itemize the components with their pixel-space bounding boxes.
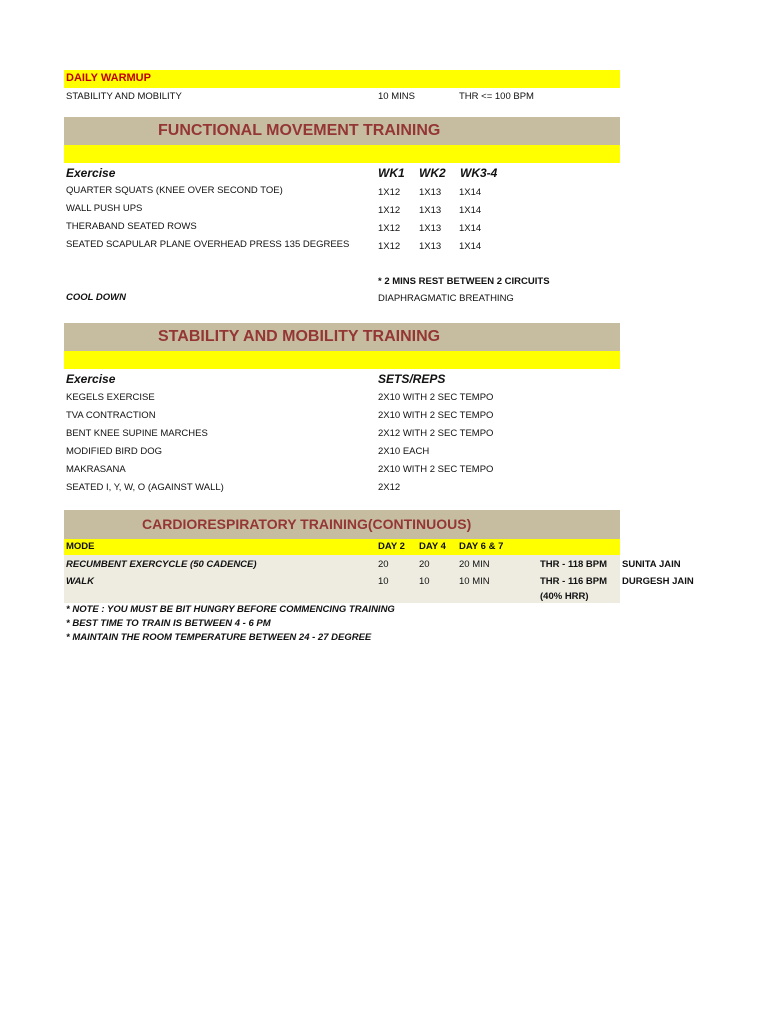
functional-row-wk1: 1X12 bbox=[378, 187, 401, 198]
functional-row-wk2: 1X13 bbox=[419, 205, 442, 216]
cardio-row-day4: 10 bbox=[419, 576, 430, 587]
cardio-row-person: DURGESH JAIN bbox=[622, 576, 694, 587]
warmup-title: DAILY WARMUP bbox=[66, 72, 151, 84]
cardio-header-day67: DAY 6 & 7 bbox=[459, 541, 504, 552]
cardio-title: CARDIORESPIRATORY TRAINING(CONTINUOUS) bbox=[142, 516, 472, 532]
cardio-row-day2: 10 bbox=[378, 576, 389, 587]
stability-row-name: MAKRASANA bbox=[66, 464, 126, 475]
cardio-hrr: (40% HRR) bbox=[540, 591, 589, 602]
functional-row-wk34: 1X14 bbox=[459, 205, 482, 216]
functional-row-wk34: 1X14 bbox=[459, 187, 482, 198]
stability-row-sets: 2X10 EACH bbox=[378, 446, 430, 457]
stability-row-sets: 2X10 WITH 2 SEC TEMPO bbox=[378, 464, 494, 475]
functional-row-wk1: 1X12 bbox=[378, 241, 401, 252]
cardio-header-mode: MODE bbox=[66, 541, 95, 552]
stability-header-exercise: Exercise bbox=[66, 372, 116, 386]
note-line: * BEST TIME TO TRAIN IS BETWEEN 4 - 6 PM bbox=[66, 618, 271, 629]
stability-header-sets: SETS/REPS bbox=[378, 372, 446, 386]
cardio-header-day4: DAY 4 bbox=[419, 541, 446, 552]
functional-row-wk1: 1X12 bbox=[378, 205, 401, 216]
stability-row-name: MODIFIED BIRD DOG bbox=[66, 446, 163, 457]
functional-row-name: THERABAND SEATED ROWS bbox=[66, 221, 197, 232]
warmup-thr: THR <= 100 BPM bbox=[459, 91, 534, 102]
functional-row-wk2: 1X13 bbox=[419, 241, 442, 252]
functional-header-wk2: WK2 bbox=[419, 166, 446, 180]
warmup-activity: STABILITY AND MOBILITY bbox=[66, 91, 182, 102]
stability-band bbox=[64, 351, 620, 369]
functional-band bbox=[64, 145, 620, 163]
cardio-row-mode: RECUMBENT EXERCYCLE (50 CADENCE) bbox=[66, 559, 257, 570]
warmup-duration: 10 MINS bbox=[378, 91, 415, 102]
functional-row-name: QUARTER SQUATS (KNEE OVER SECOND TOE) bbox=[66, 185, 283, 196]
cardio-header-day2: DAY 2 bbox=[378, 541, 405, 552]
note-line: * NOTE : YOU MUST BE BIT HUNGRY BEFORE COMMENCING TRAINING bbox=[66, 604, 395, 615]
functional-row-wk2: 1X13 bbox=[419, 187, 442, 198]
rest-note: * 2 MINS REST BETWEEN 2 CIRCUITS bbox=[378, 276, 550, 287]
functional-row-wk2: 1X13 bbox=[419, 223, 442, 234]
stability-row-sets: 2X10 WITH 2 SEC TEMPO bbox=[378, 410, 494, 421]
stability-row-name: SEATED I, Y, W, O (AGAINST WALL) bbox=[66, 482, 224, 493]
cardio-row-day2: 20 bbox=[378, 559, 389, 570]
cardio-row-day67: 20 MIN bbox=[459, 559, 490, 570]
stability-row-sets: 2X10 WITH 2 SEC TEMPO bbox=[378, 392, 494, 403]
functional-header-wk1: WK1 bbox=[378, 166, 405, 180]
cardio-header-band bbox=[64, 539, 620, 555]
stability-row-sets: 2X12 WITH 2 SEC TEMPO bbox=[378, 428, 494, 439]
cooldown-value: DIAPHRAGMATIC BREATHING bbox=[378, 293, 514, 304]
functional-header-exercise: Exercise bbox=[66, 166, 116, 180]
stability-row-name: BENT KNEE SUPINE MARCHES bbox=[66, 428, 208, 439]
stability-row-name: KEGELS EXERCISE bbox=[66, 392, 155, 403]
functional-row-wk34: 1X14 bbox=[459, 241, 482, 252]
functional-title: FUNCTIONAL MOVEMENT TRAINING bbox=[158, 122, 441, 139]
functional-row-name: WALL PUSH UPS bbox=[66, 203, 143, 214]
cardio-row-person: SUNITA JAIN bbox=[622, 559, 681, 570]
cardio-row-day67: 10 MIN bbox=[459, 576, 490, 587]
cooldown-label: COOL DOWN bbox=[66, 292, 126, 303]
stability-row-sets: 2X12 bbox=[378, 482, 401, 493]
cardio-row-day4: 20 bbox=[419, 559, 430, 570]
functional-row-name: SEATED SCAPULAR PLANE OVERHEAD PRESS 135 DEGREES bbox=[66, 239, 350, 250]
stability-title: STABILITY AND MOBILITY TRAINING bbox=[158, 328, 441, 345]
functional-header-wk34: WK3-4 bbox=[460, 166, 498, 180]
functional-row-wk34: 1X14 bbox=[459, 223, 482, 234]
cardio-row-mode: WALK bbox=[66, 576, 94, 587]
stability-row-name: TVA CONTRACTION bbox=[66, 410, 156, 421]
note-line: * MAINTAIN THE ROOM TEMPERATURE BETWEEN 24 - 27 DEGREE bbox=[66, 632, 372, 643]
cardio-row-thr: THR - 118 BPM bbox=[540, 559, 608, 570]
cardio-row-thr: THR - 116 BPM bbox=[540, 576, 608, 587]
functional-row-wk1: 1X12 bbox=[378, 223, 401, 234]
